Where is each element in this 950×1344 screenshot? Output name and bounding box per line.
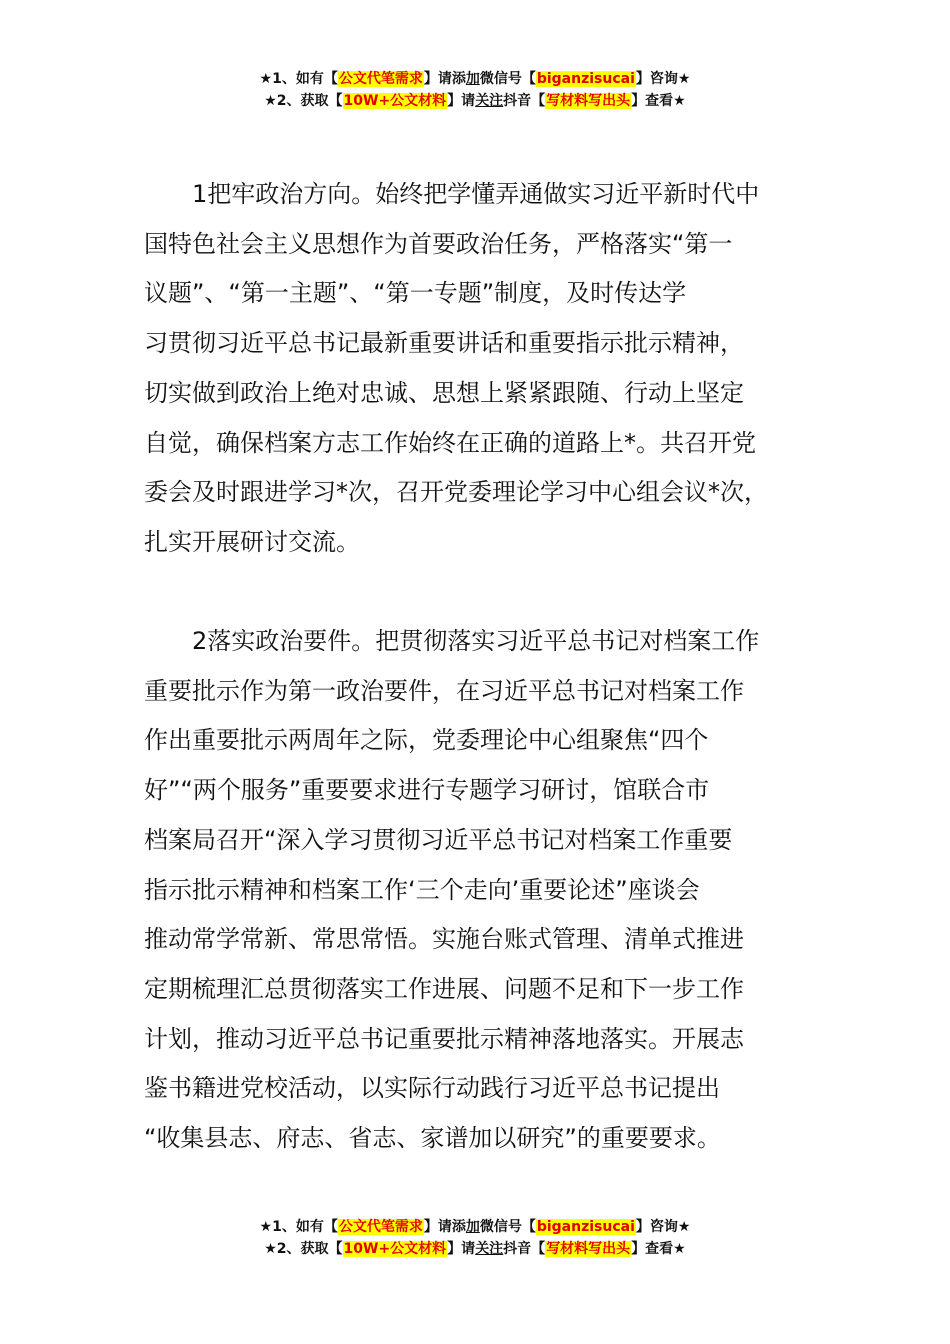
header-banner-line-2 <box>0 90 950 112</box>
paragraph-2: 2落实政治要件。把贯彻落实习近平总书记对档案工作 重要批示作为第一政治要件，在习近平总书记对档案工作 作出重要批示两周年之际，党委理论中心组聚焦“四个 好”“两个服务”重要要求进行专题学习研讨，馆联合市 档案局召开“深入学习贯彻习近平总书记对档案工作重要 指示批示精神和档案工作‘三个走向’重要论述”座谈会 推动常学常新、常思常悟。实施台账式管理、清单式推进 定期梳理汇总贯彻落实工作进展、问题不足和下一步工作 计划，推动习近平总书记重要批示精神落地落实。开展志 鉴书籍进党校活动，以实际行动践行习近平总书记提出 “收集县志、府志、省志、家谱加以研究”的重要要求。 <box>144 627 760 1153</box>
banner-text: 抖音【 <box>503 93 546 109</box>
banner-highlight-douyin-id: 写材料写出头 <box>546 93 631 109</box>
banner-highlight: 10W+公文材料 <box>343 93 447 109</box>
banner-highlight-wechat-id: biganzisucai <box>536 71 635 87</box>
banner-underlined-text: 加 <box>465 1219 480 1235</box>
banner-text: 抖音【 <box>503 1241 546 1257</box>
banner-text: 】请添 <box>423 71 466 87</box>
footer-banner-line-2 <box>0 1238 950 1260</box>
banner-underlined-text: 关注 <box>475 93 504 109</box>
banner-text: 】请 <box>447 93 476 109</box>
banner-text: ★1、如有【 <box>259 1219 338 1235</box>
banner-text: ★2、获取【 <box>264 93 343 109</box>
banner-highlight: 公文代笔需求 <box>338 71 423 87</box>
header-banner-line-1 <box>0 68 950 90</box>
banner-highlight-wechat-id: biganzisucai <box>536 1219 635 1235</box>
banner-text: 】请添 <box>423 1219 466 1235</box>
banner-text: ★1、如有【 <box>259 71 338 87</box>
banner-highlight: 10W+公文材料 <box>343 1241 447 1257</box>
banner-text: ★2、获取【 <box>264 1241 343 1257</box>
footer-banner-line-1 <box>0 1216 950 1238</box>
banner-underlined-text: 关注 <box>475 1241 504 1257</box>
banner-text: 】查看★ <box>631 1241 686 1257</box>
banner-highlight-douyin-id: 写材料写出头 <box>546 1241 631 1257</box>
banner-text: 微信号【 <box>479 1219 536 1235</box>
paragraph-1: 1把牢政治方向。始终把学懂弄通做实习近平新时代中 国特色社会主义思想作为首要政治任务，严格落实“第一 议题”、“第一主题”、“第一专题”制度，及时传达学 习贯彻习近平总书记最新重要讲话和重要指示批示精神， 切实做到政治上绝对忠诚、思想上紧紧跟随、行动上坚定 自觉，确保档案方志工作始终在正确的道路上*。共召开党 委会及时跟进学习*次，召开党委理论学习中心组会议*次， 扎实开展研讨交流。 <box>144 180 768 556</box>
footer-banner <box>0 1216 950 1260</box>
banner-highlight: 公文代笔需求 <box>338 1219 423 1235</box>
banner-underlined-text: 加 <box>465 71 480 87</box>
banner-text: 微信号【 <box>479 71 536 87</box>
header-banner <box>0 68 950 112</box>
banner-text: 】请 <box>447 1241 476 1257</box>
banner-text: 】咨询★ <box>635 71 691 87</box>
banner-text: 】查看★ <box>631 93 686 109</box>
banner-text: 】咨询★ <box>635 1219 691 1235</box>
